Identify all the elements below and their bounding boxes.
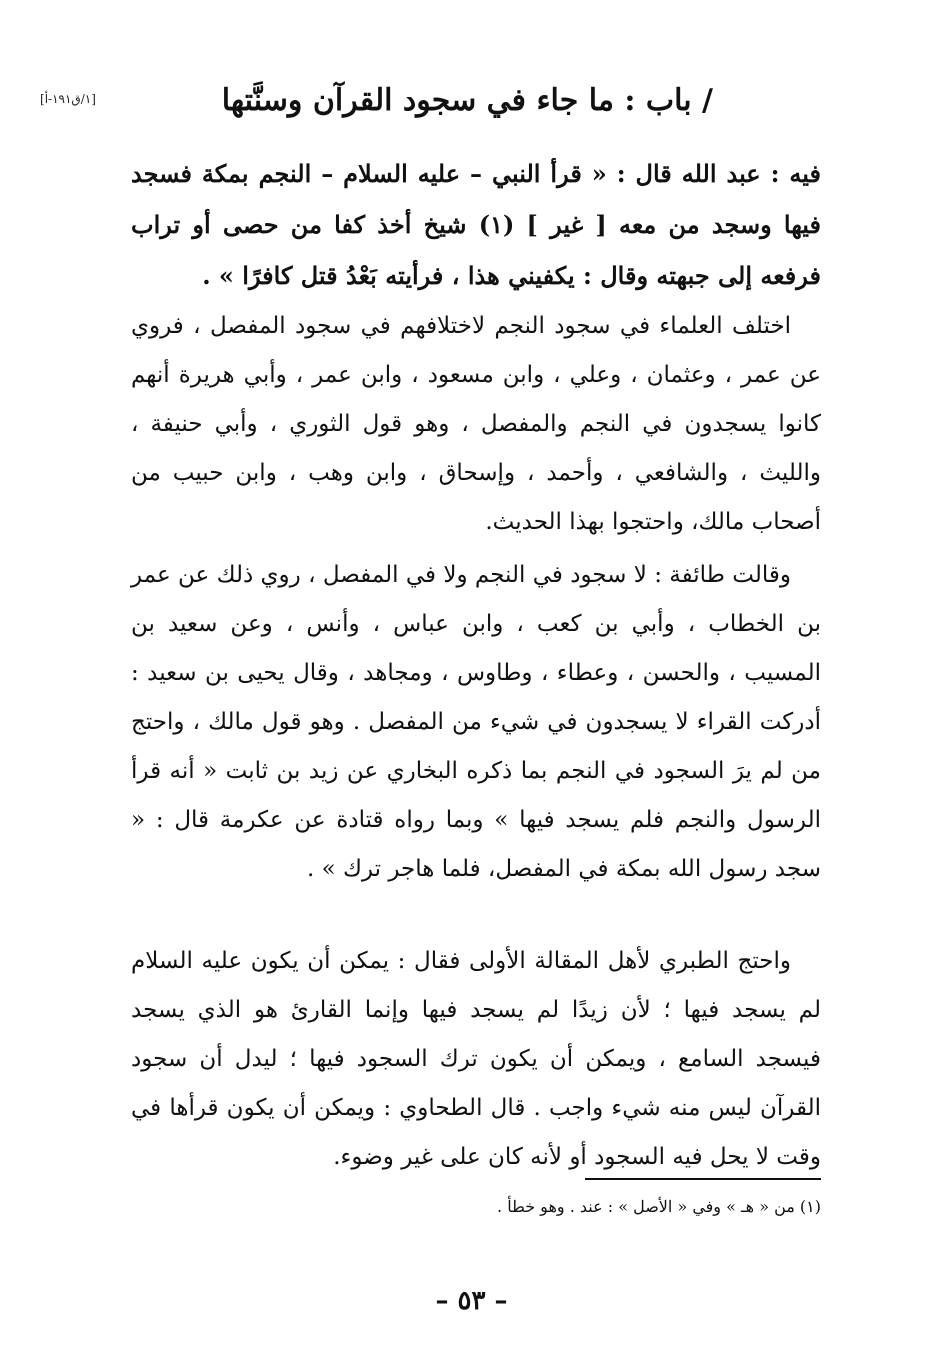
chapter-title: / باب : ما جاء في سجود القرآن وسنَّتها (221, 83, 713, 118)
margin-manuscript-reference: [١/ق١٩١-أ] (40, 92, 96, 106)
commentary-paragraph-1: اختلف العلماء في سجود النجم لاختلافهم في سجود المفصل ، فروي عن عمر ، وعثمان ، وعلي ، وابن مسعود ، وابن عمر ، وأبي هريرة أنهم كانوا يسجدون في النجم والمفصل ، وهو قول الثوري ، وأبي حنيفة ، والليث ، والشافعي ، وأحمد ، وإسحاق ، وابن وهب ، وابن حبيب من أصحاب مالك، واحتجوا بهذا الحديث. (131, 313, 821, 535)
hadith-text: فيه : عبد الله قال : « قرأ النبي – عليه السلام – النجم بمكة فسجد فيها وسجد من معه [ غير ] (١) شيخ أخذ كفا من حصى أو تراب فرفعه إلى جبهته وقال : يكفيني هذا ، فرأيته بَعْدُ قتل كافرًا » . (131, 159, 821, 290)
footnote-divider (585, 1178, 821, 1180)
commentary-paragraph-3: واحتج الطبري لأهل المقالة الأولى فقال : يمكن أن يكون عليه السلام لم يسجد فيها ؛ لأن زيدًا لم يسجد فيها وإنما القارئ هو الذي يسجد فيسجد السامع ، ويمكن أن يكون ترك السجود فيها ؛ ليدل أن سجود القرآن ليس منه شيء واجب . قال الطحاوي : ويمكن أن يكون قرأها في وقت لا يحل فيه السجود أو لأنه كان على غير وضوء. (131, 948, 821, 1170)
commentary-paragraph-2: وقالت طائفة : لا سجود في النجم ولا في المفصل ، روي ذلك عن عمر بن الخطاب ، وأبي بن كعب ، وابن عباس ، وأنس ، وعن سعيد بن المسيب ، والحسن ، وعطاء ، وطاوس ، ومجاهد ، وقال يحيى بن سعيد : أدركت القراء لا يسجدون في شيء من المفصل . وهو قول مالك ، واحتج من لم يرَ السجود في النجم بما ذكره البخاري عن زيد بن ثابت « أنه قرأ الرسول والنجم فلم يسجد فيها » وبما رواه قتادة عن عكرمة قال : « سجد رسول الله بمكة في المفصل، فلما هاجر ترك » . (131, 562, 821, 882)
footnote: (١) من « هـ » وفي « الأصل » : عند . وهو خطأ . (497, 1197, 821, 1216)
page-number: – ٥٣ – (435, 1286, 508, 1316)
